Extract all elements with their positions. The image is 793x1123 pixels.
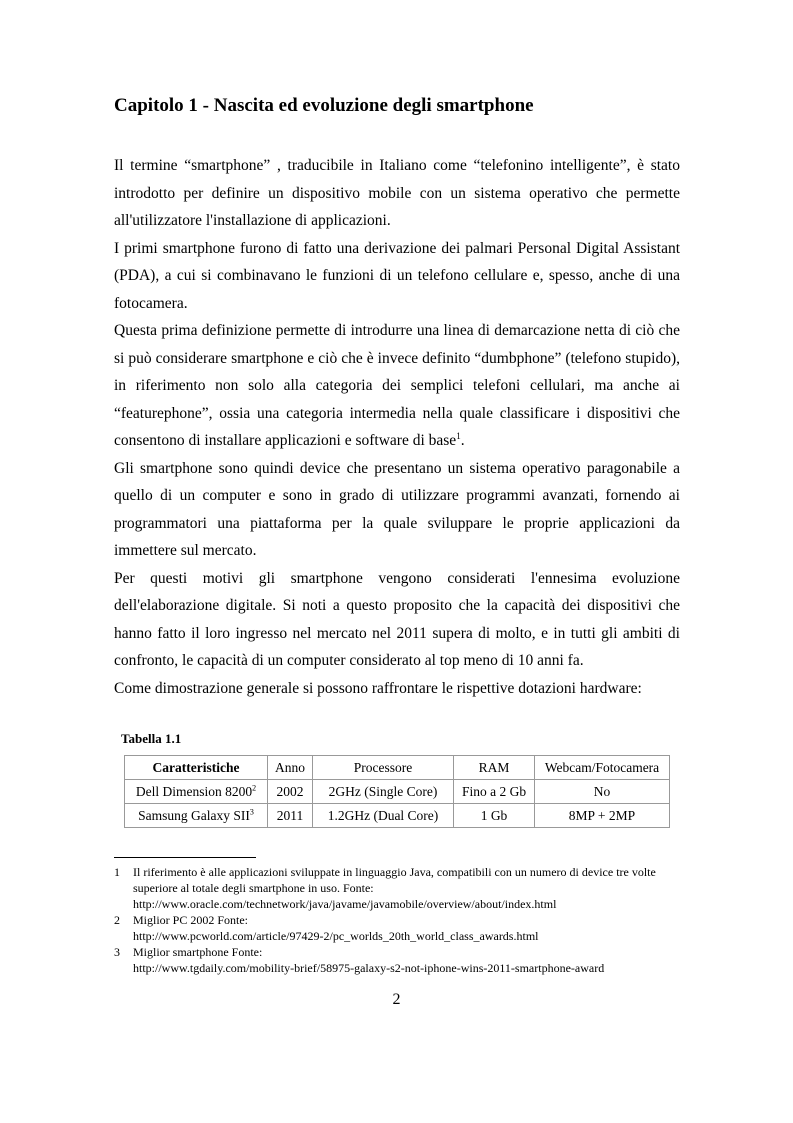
footnote-body xyxy=(133,912,684,944)
footnote-number: 2 xyxy=(114,913,120,927)
footnote-number: 1 xyxy=(114,865,120,879)
footnote-ref-1[interactable]: 1 xyxy=(456,430,461,441)
table-caption: Tabella 1.1 xyxy=(121,731,182,746)
header-caratteristiche: Caratteristiche xyxy=(125,756,268,780)
table-row xyxy=(125,804,670,828)
cell-ram: 1 Gb xyxy=(454,804,535,828)
footnote-divider xyxy=(114,857,256,858)
footnote-number: 3 xyxy=(114,945,120,959)
paragraph-origins: I primi smartphone furono di fatto una derivazione dei palmari Personal Digital Assistant (PDA), a cui si combinavano le funzioni di un telefono cellulare e, spesso, anche di una fotocamera. xyxy=(114,239,680,312)
footnote-ref-2[interactable]: 2 xyxy=(252,783,257,792)
body-text xyxy=(114,152,680,702)
table-row xyxy=(125,780,670,804)
footnotes xyxy=(114,864,684,976)
paragraph-comparison-intro: Come dimostrazione generale si possono raffrontare le rispettive dotazioni hardware: xyxy=(114,679,642,697)
footnote-link[interactable]: http://www.oracle.com/technetwork/java/javame/javamobile/overview/about/index.html xyxy=(133,897,557,911)
paragraph-demarcation-end: . xyxy=(460,432,465,449)
cell-device-name xyxy=(125,804,268,828)
footnote-link[interactable]: http://www.pcworld.com/article/97429-2/pc_worlds_20th_world_class_awards.html xyxy=(133,929,539,943)
cell-cpu: 1.2GHz (Dual Core) xyxy=(313,804,454,828)
footnote-body xyxy=(133,864,684,912)
device-name: Samsung Galaxy SII xyxy=(138,807,250,823)
paragraph-demarcation-text: Questa prima definizione permette di introdurre una linea di demarcazione netta di ciò che si può considerare smartphone e ciò che è invece definito “dumbphone” (telefono stupido), in riferimento non solo alla categoria dei semplici telefoni cellulari, ma anche ai “featurephone”, ossia una categoria intermedia nella quale classificare i dispositivi che consentono di installare applicazioni e software di base xyxy=(114,322,680,449)
header-anno: Anno xyxy=(268,756,313,780)
footnote-ref-3[interactable]: 3 xyxy=(249,807,254,816)
cell-cpu: 2GHz (Single Core) xyxy=(313,780,454,804)
cell-camera: 8MP + 2MP xyxy=(535,804,670,828)
paragraph-demarcation xyxy=(114,317,680,455)
cell-year: 2011 xyxy=(268,804,313,828)
device-name: Dell Dimension 8200 xyxy=(135,783,253,799)
page-number: 2 xyxy=(392,991,401,1008)
cell-camera: No xyxy=(535,780,670,804)
hardware-comparison-table xyxy=(124,755,670,828)
header-ram: RAM xyxy=(454,756,535,780)
table-header-row xyxy=(125,756,670,780)
paragraph-evolution: Per questi motivi gli smartphone vengono considerati l'ennesima evoluzione dell'elaborazione digitale. Si noti a questo proposito che la capacità dei dispositivi che hanno fatto il loro ingresso nel mercato nel 2011 supera di molto, e in tutti gli ambiti di confronto, le capacità di un computer considerato al top meno di 10 anni fa. xyxy=(114,569,680,669)
header-processore: Processore xyxy=(313,756,454,780)
paragraph-definition: Il termine “smartphone” , traducibile in Italiano come “telefonino intelligente”, è stato introdotto per definire un dispositivo mobile con un sistema operativo che permette all'utilizzatore l'installazione di applicazioni. xyxy=(114,157,680,229)
cell-ram: Fino a 2 Gb xyxy=(454,780,535,804)
footnote-text: Il riferimento è alle applicazioni sviluppate in linguaggio Java, compatibili con un numero di device tre volte superiore al totale degli smartphone in uso. Fonte: xyxy=(133,865,656,895)
footnote-1 xyxy=(114,864,684,912)
chapter-title: Capitolo 1 - Nascita ed evoluzione degli smartphone xyxy=(114,95,534,116)
footnote-text: Miglior PC 2002 Fonte: xyxy=(133,913,249,927)
footnote-2 xyxy=(114,912,684,944)
cell-device-name xyxy=(125,780,268,804)
footnote-link[interactable]: http://www.tgdaily.com/mobility-brief/58975-galaxy-s2-not-iphone-wins-2011-smartphone-award xyxy=(133,961,605,975)
footnote-3 xyxy=(114,944,684,976)
footnote-body xyxy=(133,944,684,976)
footnote-text: Miglior smartphone Fonte: xyxy=(133,945,263,959)
cell-year: 2002 xyxy=(268,780,313,804)
header-webcam: Webcam/Fotocamera xyxy=(535,756,670,780)
paragraph-devices: Gli smartphone sono quindi device che presentano un sistema operativo paragonabile a quello di un computer e sono in grado di utilizzare programmi avanzati, fornendo ai programmatori una piattaforma per la quale sviluppare le proprie applicazioni da immettere sul mercato. xyxy=(114,459,680,559)
